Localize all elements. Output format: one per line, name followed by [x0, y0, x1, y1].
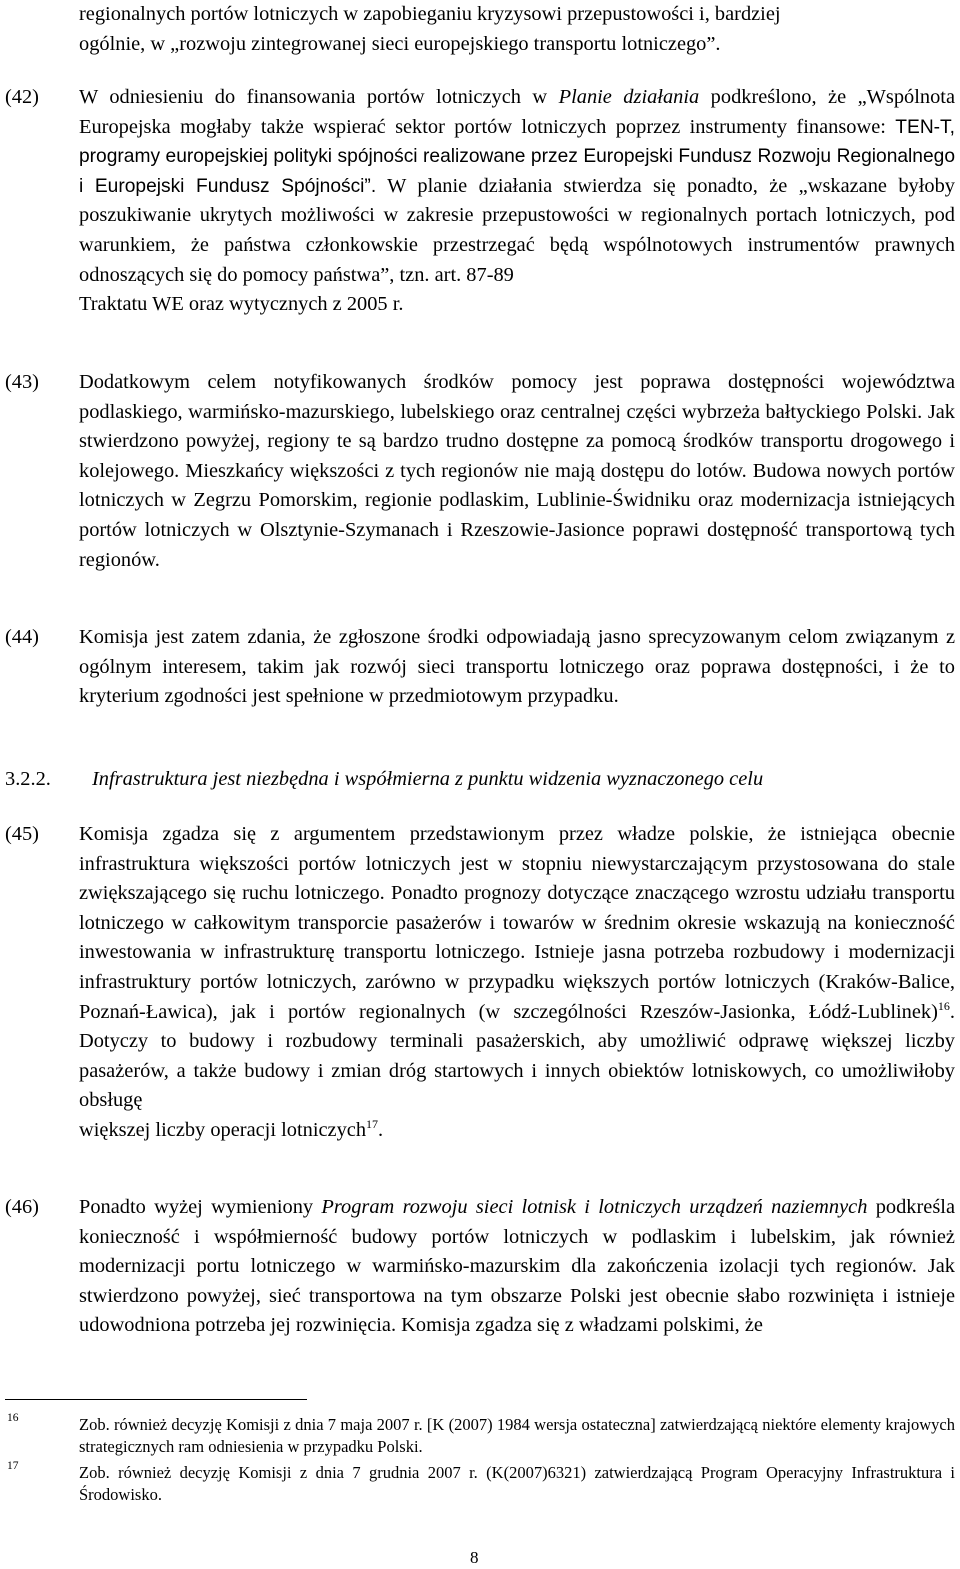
p45-text-b: . Dotyczy to budowy i rozbudowy terminali pasażerskich, aby umożliwić odprawę większej liczby pasażerów, a także budowy i zmian dróg startowych i innych obiektów lotniskowych, co umożliwiłoby obsługę: [79, 1000, 955, 1112]
p42-emphasis: Planie działania: [558, 86, 700, 108]
continuation-paragraph: [79, 0, 955, 59]
p45-text-d: .: [378, 1118, 384, 1141]
section-title: Infrastruktura jest niezbędna i współmierna z punktu widzenia wyznaczonego celu: [92, 768, 764, 790]
p42-text-c: W planie działania stwierdza się ponadto, że „wskazane byłoby poszukiwanie ukrytych możliwości w zakresie przepustowości w regionalnych portach lotniczych, pod warunkiem, że państwa członkowskie przestrzegać będą wspólnotowych instrumentów prawnych odnoszących się do pomocy państwa”, tzn. art. 87-89: [79, 174, 955, 286]
footnote-number-16: 16: [7, 1412, 19, 1424]
continuation-line-1: regionalnych portów lotniczych w zapobieganiu kryzysowi przepustowości i, bardziej: [79, 3, 781, 25]
p42-text-a: W odniesieniu do finansowania portów lotniczych w: [79, 86, 559, 108]
section-number: 3.2.2.: [5, 768, 51, 790]
p45-text-c: większej liczby operacji lotniczych: [79, 1118, 367, 1141]
paragraph-number-46: (46): [5, 1196, 39, 1218]
continuation-line-2: ogólnie, w „rozwoju zintegrowanej sieci europejskiego transportu lotniczego”.: [79, 32, 721, 55]
paragraph-number-43: (43): [5, 371, 39, 393]
p42-quote-sans: TEN-T, programy europejskiej polityki spójności realizowane przez Europejski Fundusz Rozwoju Regionalnego i Europejski Fundusz Spójności”.: [79, 116, 955, 197]
paragraph-46: [79, 1193, 955, 1341]
p46-text-a: Ponadto wyżej wymieniony: [79, 1196, 322, 1218]
p42-text-d: Traktatu WE oraz wytycznych z 2005 r.: [79, 293, 404, 316]
footnote-number-17: 17: [7, 1460, 19, 1472]
footnote-16: Zob. również decyzję Komisji z dnia 7 maja 2007 r. [K (2007) 1984 wersja ostateczna] zatwierdzającą niektóre elementy krajowych strategicznych ram odniesienia w przypadku Polski.: [79, 1415, 955, 1456]
paragraph-44: Komisja jest zatem zdania, że zgłoszone środki odpowiadają jasno sprecyzowanym celom związanym z ogólnym interesem, takim jak rozwój sieci transportu lotniczego oraz poprawa dostępności, i że to kryterium zgodności jest spełnione w przedmiotowym przypadku.: [79, 626, 955, 708]
paragraph-42: [79, 83, 955, 320]
footnote-ref-17[interactable]: 17: [366, 1116, 379, 1131]
footnote-17: Zob. również decyzję Komisji z dnia 7 grudnia 2007 r. (K(2007)6321) zatwierdzającą Program Operacyjny Infrastruktura i Środowisko.: [79, 1463, 955, 1504]
page-number: 8: [470, 1548, 479, 1567]
footnote-separator: [5, 1399, 307, 1400]
p45-text-a: Komisja zgadza się z argumentem przedstawionym przez władze polskie, że istniejąca obecnie infrastruktura większości portów lotniczych jest w stopniu niewystarczającym przystosowana do stale zwiększającego się ruchu lotniczego. Ponadto prognozy dotyczące znaczącego wzrostu udziału transportu lotniczego w całkowitym transporcie pasażerów i towarów w średnim okresie wskazują na konieczność inwestowania w infrastrukturę transportu lotniczego. Istnieje jasna potrzeba rozbudowy i modernizacji infrastruktury portów lotniczych, zarówno w przypadku większych portów lotniczych (Kraków-Balice, Poznań-Ławica), jak i portów regionalnych (w szczególności Rzeszów-Jasionka, Łódź-Lublinek): [79, 823, 955, 1023]
paragraph-number-42: (42): [5, 86, 39, 108]
paragraph-number-45: (45): [5, 823, 39, 845]
paragraph-45: [79, 820, 955, 1146]
p42-text-b: podkreślono, że „Wspólnota Europejska mogłaby także wspierać sektor portów lotniczych poprzez instrumenty finansowe:: [79, 86, 955, 138]
paragraph-number-44: (44): [5, 626, 39, 648]
footnote-ref-16[interactable]: 16: [937, 998, 950, 1013]
paragraph-43: Dodatkowym celem notyfikowanych środków pomocy jest poprawa dostępności województwa podlaskiego, warmińsko-mazurskiego, lubelskiego oraz centralnej części wybrzeża bałtyckiego Polski. Jak stwierdzono powyżej, regiony te są bardzo trudno dostępne za pomocą środków transportu drogowego i kolejowego. Mieszkańcy większości z tych regionów nie mają dostępu do lotów. Budowa nowych portów lotniczych w Zegrzu Pomorskim, regionie podlaskim, Lublinie-Świdniku oraz modernizacja istniejących portów lotniczych w Olsztynie-Szymanach i Rzeszowie-Jasionce poprawi dostępność transportową tych regionów.: [79, 371, 955, 571]
p46-emphasis: Program rozwoju sieci lotnisk i lotniczych urządzeń naziemnych: [321, 1196, 868, 1218]
p46-text-b: podkreśla konieczność i współmierność budowy portów lotniczych w podlaskim i lubelskim, jak również modernizacji portu lotniczego w warmińsko-mazurskim dla zakończenia izolacji tych regionów. Jak stwierdzono powyżej, sieć transportowa na tym obszarze Polski jest obecnie słabo rozwinięta i istnieje udowodniona potrzeba jej rozwinięcia. Komisja zgadza się z władzami polskimi, że: [79, 1196, 955, 1337]
